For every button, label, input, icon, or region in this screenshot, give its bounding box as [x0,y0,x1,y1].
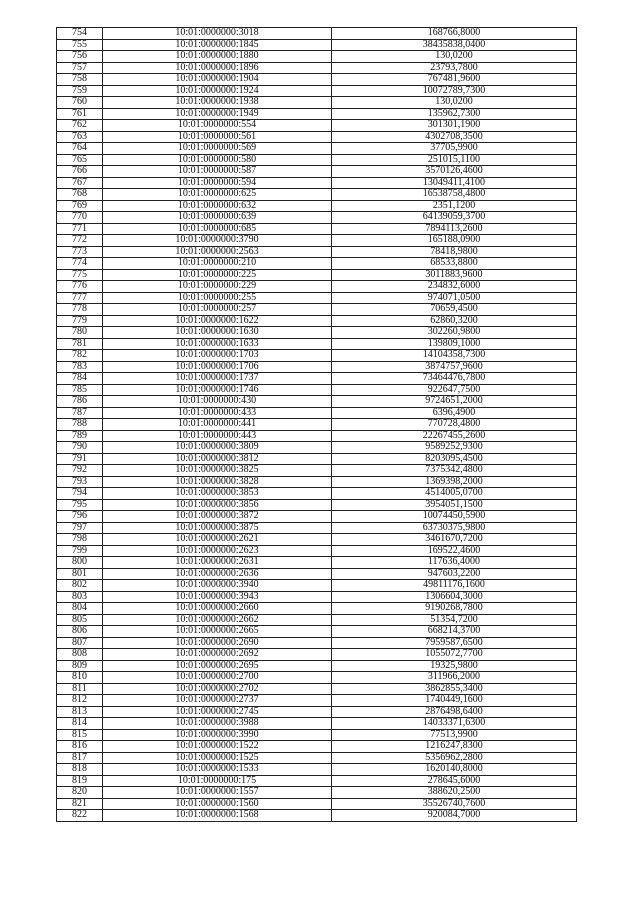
cadastral-number-cell: 10:01:0000000:1633 [103,338,332,350]
row-number-cell: 803 [57,591,103,603]
cadastral-number-cell: 10:01:0000000:2621 [103,534,332,546]
table-row [57,143,577,155]
row-number-cell: 797 [57,522,103,534]
cadastral-number-cell: 10:01:0000000:1630 [103,327,332,339]
value-cell: 947603,2200 [332,568,577,580]
row-number-cell: 771 [57,223,103,235]
value-cell: 8203095,4500 [332,453,577,465]
row-number-cell: 758 [57,74,103,86]
cadastral-number-cell: 10:01:0000000:2563 [103,246,332,258]
cadastral-number-cell: 10:01:0000000:3988 [103,718,332,730]
row-number-cell: 782 [57,350,103,362]
row-number-cell: 788 [57,419,103,431]
table-row [57,522,577,534]
row-number-cell: 764 [57,143,103,155]
value-cell: 388620,2500 [332,787,577,799]
row-number-cell: 769 [57,200,103,212]
cadastral-number-cell: 10:01:0000000:255 [103,292,332,304]
value-cell: 234832,6000 [332,281,577,293]
value-cell: 22267455,2600 [332,430,577,442]
value-cell: 301301,1900 [332,120,577,132]
cadastral-number-cell: 10:01:0000000:2690 [103,637,332,649]
cadastral-number-cell: 10:01:0000000:2692 [103,649,332,661]
table-row [57,660,577,672]
row-number-cell: 821 [57,798,103,810]
value-cell: 5356962,2800 [332,752,577,764]
value-cell: 13049411,4100 [332,177,577,189]
table-row [57,649,577,661]
cadastral-number-cell: 10:01:0000000:1706 [103,361,332,373]
value-cell: 35526740,7600 [332,798,577,810]
value-cell: 1055072,7700 [332,649,577,661]
cadastral-number-cell: 10:01:0000000:443 [103,430,332,442]
row-number-cell: 815 [57,729,103,741]
data-table [56,27,577,822]
table-row [57,223,577,235]
row-number-cell: 791 [57,453,103,465]
value-cell: 130,0200 [332,51,577,63]
value-cell: 770728,4800 [332,419,577,431]
row-number-cell: 779 [57,315,103,327]
cadastral-number-cell: 10:01:0000000:1880 [103,51,332,63]
table-row [57,729,577,741]
table-row [57,39,577,51]
row-number-cell: 760 [57,97,103,109]
table-row [57,706,577,718]
cadastral-number-cell: 10:01:0000000:1703 [103,350,332,362]
value-cell: 3570126,4600 [332,166,577,178]
value-cell: 19325,9800 [332,660,577,672]
row-number-cell: 805 [57,614,103,626]
table-row [57,177,577,189]
value-cell: 2876498,6400 [332,706,577,718]
value-cell: 767481,9600 [332,74,577,86]
table-row [57,315,577,327]
cadastral-number-cell: 10:01:0000000:229 [103,281,332,293]
value-cell: 3862855,3400 [332,683,577,695]
cadastral-number-cell: 10:01:0000000:2737 [103,695,332,707]
cadastral-number-cell: 10:01:0000000:1904 [103,74,332,86]
row-number-cell: 804 [57,603,103,615]
cadastral-number-cell: 10:01:0000000:1557 [103,787,332,799]
table-row [57,637,577,649]
table-row [57,626,577,638]
row-number-cell: 795 [57,499,103,511]
row-number-cell: 807 [57,637,103,649]
table-row [57,396,577,408]
cadastral-number-cell: 10:01:0000000:3940 [103,580,332,592]
table-row [57,166,577,178]
cadastral-number-cell: 10:01:0000000:1746 [103,384,332,396]
table-row [57,442,577,454]
value-cell: 7894113,2600 [332,223,577,235]
value-cell: 37705,9900 [332,143,577,155]
table-row [57,51,577,63]
cadastral-number-cell: 10:01:0000000:1522 [103,741,332,753]
row-number-cell: 802 [57,580,103,592]
value-cell: 6396,4900 [332,407,577,419]
value-cell: 922647,7500 [332,384,577,396]
table-row [57,108,577,120]
row-number-cell: 799 [57,545,103,557]
table-row [57,212,577,224]
row-number-cell: 774 [57,258,103,270]
value-cell: 62860,3200 [332,315,577,327]
table-row [57,327,577,339]
row-number-cell: 780 [57,327,103,339]
table-row [57,350,577,362]
value-cell: 3011883,9600 [332,269,577,281]
value-cell: 668214,3700 [332,626,577,638]
value-cell: 9589252,9300 [332,442,577,454]
cadastral-number-cell: 10:01:0000000:1533 [103,764,332,776]
cadastral-number-cell: 10:01:0000000:3875 [103,522,332,534]
cadastral-number-cell: 10:01:0000000:2631 [103,557,332,569]
row-number-cell: 820 [57,787,103,799]
row-number-cell: 772 [57,235,103,247]
value-cell: 16538758,4800 [332,189,577,201]
cadastral-number-cell: 10:01:0000000:3812 [103,453,332,465]
cadastral-number-cell: 10:01:0000000:433 [103,407,332,419]
cadastral-number-cell: 10:01:0000000:3856 [103,499,332,511]
table-row [57,787,577,799]
value-cell: 2351,1200 [332,200,577,212]
cadastral-number-cell: 10:01:0000000:2660 [103,603,332,615]
table-row [57,614,577,626]
table-row [57,453,577,465]
cadastral-number-cell: 10:01:0000000:2665 [103,626,332,638]
row-number-cell: 770 [57,212,103,224]
table-row [57,718,577,730]
value-cell: 1216247,8300 [332,741,577,753]
cadastral-number-cell: 10:01:0000000:639 [103,212,332,224]
value-cell: 70659,4500 [332,304,577,316]
value-cell: 1369398,2000 [332,476,577,488]
value-cell: 14033371,6300 [332,718,577,730]
cadastral-number-cell: 10:01:0000000:625 [103,189,332,201]
row-number-cell: 763 [57,131,103,143]
row-number-cell: 768 [57,189,103,201]
table-row [57,28,577,40]
table-row [57,603,577,615]
cadastral-number-cell: 10:01:0000000:554 [103,120,332,132]
cadastral-number-cell: 10:01:0000000:1525 [103,752,332,764]
row-number-cell: 819 [57,775,103,787]
cadastral-number-cell: 10:01:0000000:3990 [103,729,332,741]
row-number-cell: 811 [57,683,103,695]
value-cell: 1740449,1600 [332,695,577,707]
table-row [57,292,577,304]
row-number-cell: 776 [57,281,103,293]
row-number-cell: 785 [57,384,103,396]
row-number-cell: 790 [57,442,103,454]
value-cell: 10074450,5900 [332,511,577,523]
cadastral-number-cell: 10:01:0000000:225 [103,269,332,281]
row-number-cell: 786 [57,396,103,408]
row-number-cell: 783 [57,361,103,373]
value-cell: 135962,7300 [332,108,577,120]
value-cell: 1306604,3000 [332,591,577,603]
cadastral-number-cell: 10:01:0000000:587 [103,166,332,178]
row-number-cell: 810 [57,672,103,684]
value-cell: 78418,9800 [332,246,577,258]
row-number-cell: 761 [57,108,103,120]
value-cell: 168766,8000 [332,28,577,40]
value-cell: 130,0200 [332,97,577,109]
row-number-cell: 808 [57,649,103,661]
value-cell: 9190268,7800 [332,603,577,615]
value-cell: 9724651,2000 [332,396,577,408]
row-number-cell: 809 [57,660,103,672]
value-cell: 14104358,7300 [332,350,577,362]
value-cell: 51354,7200 [332,614,577,626]
value-cell: 165188,0900 [332,235,577,247]
row-number-cell: 817 [57,752,103,764]
row-number-cell: 813 [57,706,103,718]
table-row [57,591,577,603]
table-row [57,384,577,396]
cadastral-number-cell: 10:01:0000000:3018 [103,28,332,40]
cadastral-number-cell: 10:01:0000000:1560 [103,798,332,810]
row-number-cell: 818 [57,764,103,776]
cadastral-number-cell: 10:01:0000000:1568 [103,810,332,822]
cadastral-number-cell: 10:01:0000000:2700 [103,672,332,684]
cadastral-number-cell: 10:01:0000000:3872 [103,511,332,523]
table-row [57,74,577,86]
cadastral-number-cell: 10:01:0000000:3828 [103,476,332,488]
table-row [57,419,577,431]
table-row [57,683,577,695]
value-cell: 278645,6000 [332,775,577,787]
table-row [57,85,577,97]
value-cell: 49811176,1600 [332,580,577,592]
table-row [57,120,577,132]
row-number-cell: 781 [57,338,103,350]
row-number-cell: 767 [57,177,103,189]
value-cell: 7959587,6500 [332,637,577,649]
row-number-cell: 784 [57,373,103,385]
cadastral-number-cell: 10:01:0000000:3853 [103,488,332,500]
table-row [57,672,577,684]
row-number-cell: 814 [57,718,103,730]
value-cell: 302260,9800 [332,327,577,339]
value-cell: 68533,8800 [332,258,577,270]
cadastral-number-cell: 10:01:0000000:1949 [103,108,332,120]
row-number-cell: 800 [57,557,103,569]
row-number-cell: 822 [57,810,103,822]
table-row [57,131,577,143]
cadastral-number-cell: 10:01:0000000:3790 [103,235,332,247]
cadastral-number-cell: 10:01:0000000:2745 [103,706,332,718]
table-row [57,281,577,293]
cadastral-number-cell: 10:01:0000000:580 [103,154,332,166]
table-row [57,154,577,166]
row-number-cell: 798 [57,534,103,546]
value-cell: 3874757,9600 [332,361,577,373]
row-number-cell: 778 [57,304,103,316]
row-number-cell: 754 [57,28,103,40]
table-row [57,246,577,258]
table-row [57,361,577,373]
row-number-cell: 792 [57,465,103,477]
row-number-cell: 794 [57,488,103,500]
value-cell: 10072789,7300 [332,85,577,97]
table-row [57,304,577,316]
table-row [57,511,577,523]
table-row [57,62,577,74]
cadastral-number-cell: 10:01:0000000:561 [103,131,332,143]
value-cell: 311966,2000 [332,672,577,684]
value-cell: 117636,4000 [332,557,577,569]
row-number-cell: 766 [57,166,103,178]
table-row [57,373,577,385]
value-cell: 169522,4600 [332,545,577,557]
row-number-cell: 793 [57,476,103,488]
table-row [57,430,577,442]
value-cell: 4514005,0700 [332,488,577,500]
value-cell: 73464476,7800 [332,373,577,385]
table-row [57,407,577,419]
table-body [57,28,577,822]
row-number-cell: 777 [57,292,103,304]
table-row [57,465,577,477]
row-number-cell: 816 [57,741,103,753]
value-cell: 1620140,8000 [332,764,577,776]
table-row [57,752,577,764]
cadastral-number-cell: 10:01:0000000:1845 [103,39,332,51]
cadastral-number-cell: 10:01:0000000:632 [103,200,332,212]
table-row [57,338,577,350]
cadastral-number-cell: 10:01:0000000:2636 [103,568,332,580]
table-row [57,269,577,281]
value-cell: 3461670,7200 [332,534,577,546]
row-number-cell: 755 [57,39,103,51]
cadastral-number-cell: 10:01:0000000:210 [103,258,332,270]
row-number-cell: 789 [57,430,103,442]
table-row [57,97,577,109]
cadastral-number-cell: 10:01:0000000:1737 [103,373,332,385]
value-cell: 64139059,3700 [332,212,577,224]
value-cell: 139809,1000 [332,338,577,350]
table-row [57,545,577,557]
cadastral-number-cell: 10:01:0000000:257 [103,304,332,316]
table-row [57,476,577,488]
cadastral-number-cell: 10:01:0000000:3809 [103,442,332,454]
row-number-cell: 806 [57,626,103,638]
value-cell: 38435838,0400 [332,39,577,51]
table-row [57,258,577,270]
cadastral-number-cell: 10:01:0000000:1924 [103,85,332,97]
cadastral-number-cell: 10:01:0000000:3943 [103,591,332,603]
cadastral-number-cell: 10:01:0000000:1896 [103,62,332,74]
value-cell: 3954051,1500 [332,499,577,511]
cadastral-number-cell: 10:01:0000000:2702 [103,683,332,695]
row-number-cell: 812 [57,695,103,707]
table-row [57,798,577,810]
row-number-cell: 765 [57,154,103,166]
table-row [57,235,577,247]
table-row [57,741,577,753]
cadastral-number-cell: 10:01:0000000:569 [103,143,332,155]
cadastral-number-cell: 10:01:0000000:594 [103,177,332,189]
row-number-cell: 787 [57,407,103,419]
value-cell: 920084,7000 [332,810,577,822]
value-cell: 7375342,4800 [332,465,577,477]
table-row [57,695,577,707]
value-cell: 974071,0500 [332,292,577,304]
value-cell: 77513,9900 [332,729,577,741]
value-cell: 251015,1100 [332,154,577,166]
row-number-cell: 773 [57,246,103,258]
value-cell: 63730375,9800 [332,522,577,534]
table-row [57,775,577,787]
cadastral-number-cell: 10:01:0000000:685 [103,223,332,235]
table-row [57,557,577,569]
cadastral-number-cell: 10:01:0000000:1938 [103,97,332,109]
table-row [57,534,577,546]
cadastral-number-cell: 10:01:0000000:3825 [103,465,332,477]
row-number-cell: 757 [57,62,103,74]
cadastral-number-cell: 10:01:0000000:430 [103,396,332,408]
cadastral-number-cell: 10:01:0000000:441 [103,419,332,431]
cadastral-number-cell: 10:01:0000000:2662 [103,614,332,626]
value-cell: 23793,7800 [332,62,577,74]
table-row [57,200,577,212]
row-number-cell: 756 [57,51,103,63]
row-number-cell: 796 [57,511,103,523]
table-row [57,488,577,500]
table-row [57,568,577,580]
row-number-cell: 801 [57,568,103,580]
cadastral-number-cell: 10:01:0000000:175 [103,775,332,787]
table-row [57,810,577,822]
cadastral-number-cell: 10:01:0000000:1622 [103,315,332,327]
table-row [57,189,577,201]
row-number-cell: 775 [57,269,103,281]
table-row [57,580,577,592]
cadastral-number-cell: 10:01:0000000:2695 [103,660,332,672]
table-row [57,764,577,776]
row-number-cell: 762 [57,120,103,132]
table-row [57,499,577,511]
row-number-cell: 759 [57,85,103,97]
value-cell: 4302708,3500 [332,131,577,143]
cadastral-number-cell: 10:01:0000000:2623 [103,545,332,557]
